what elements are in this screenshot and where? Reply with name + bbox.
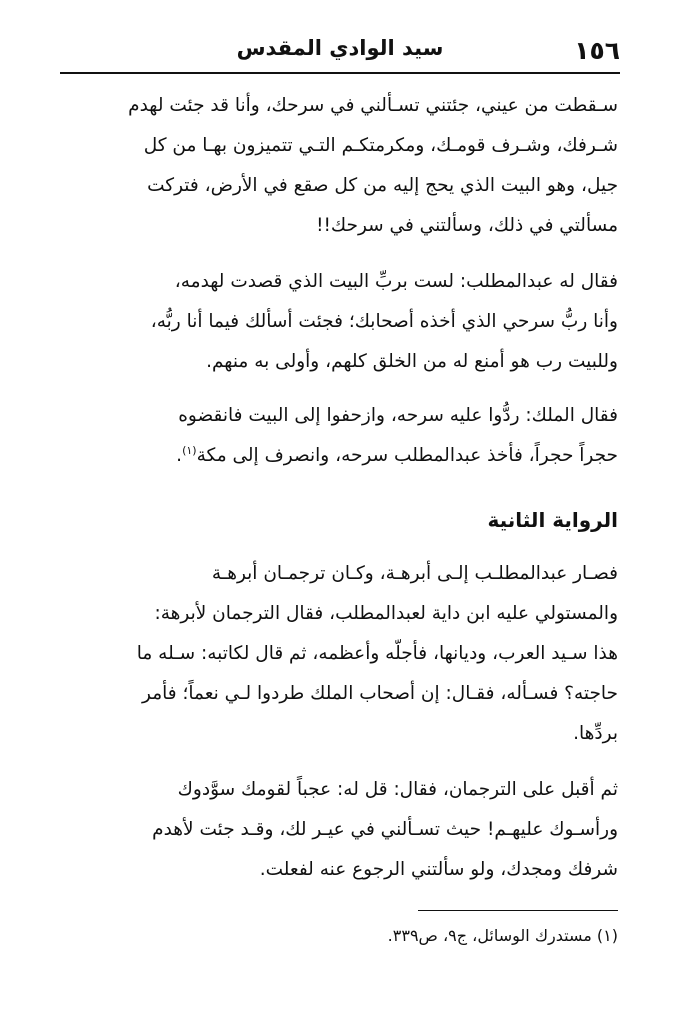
text-line: هذا سـيد العرب، وديانها، فأجلّه وأعظمه، ثم قال لكاتبه: سـله ما — [136, 643, 618, 664]
text-line-content: حجراً حجراً، فأخذ عبدالمطلب سرحه، وانصرف إلى مكة — [196, 445, 618, 466]
running-title: سيد الوادي المقدس — [236, 36, 444, 60]
page-number: ١٥٦ — [574, 36, 620, 65]
text-line: حجراً حجراً، فأخذ عبدالمطلب سرحه، وانصرف إلى مكة$^{(١)}$. — [176, 443, 618, 466]
text-line: شرفك ومجدك، ولو سألتني الرجوع عنه لفعلت. — [259, 859, 618, 880]
text-line: مسألتي في ذلك، وسألتني في سرحك!! — [316, 215, 618, 236]
text-line: والمستولي عليه ابن داية لعبدالمطلب، فقال الترجمان لأبرهة: — [154, 603, 618, 624]
text-line: فقال الملك: ردُّوا عليه سرحه، وازحفوا إلى البيت فانقضوه — [178, 405, 618, 426]
section-heading: الرواية الثانية — [487, 508, 618, 532]
text-line: وأنا ربُّ سرحي الذي أخذه أصحابك؛ فجئت أسألك فيما أنا ربُّه، — [150, 311, 618, 332]
footnote-rule — [418, 910, 618, 911]
text-line: فقال له عبدالمطلب: لست بربِّ البيت الذي قصدت لهدمه، — [174, 271, 618, 292]
paragraph-4 — [60, 554, 618, 754]
text-line: حاجته؟ فسـأله، فقـال: إن أصحاب الملك طردوا لـي نعماً؛ فأمر — [142, 683, 618, 704]
paragraph-3 — [60, 396, 618, 476]
text-line: جيل، وهو البيت الذي يحج إليه من كل صقع في الأرض، فتركت — [147, 175, 618, 196]
text-line: شـرفك، وشـرف قومـك، ومكرمتكـم التـي تتميزون بهـا من كل — [143, 135, 618, 156]
text-line: وللبيت رب هو أمنع له من الخلق كلهم، وأولى به منهم. — [206, 351, 618, 372]
text-line: فصـار عبدالمطلـب إلـى أبرهـة، وكـان ترجمـان أبرهـة — [211, 563, 618, 584]
text-line: بردِّها. — [573, 723, 618, 744]
text-line: ورأسـوك عليهـم! حيث تسـألني في عيـر لك، وقـد جئت لأهدم — [152, 819, 618, 840]
header-rule — [60, 72, 620, 74]
text-line: ثم أقبل على الترجمان، فقال: قل له: عجباً لقومك سوَّدوك — [177, 779, 618, 800]
paragraph-5 — [60, 770, 618, 890]
paragraph-1 — [60, 86, 618, 246]
page-header — [60, 34, 620, 70]
text-line: سـقطت من عيني، جئتني تسـألني في سرحك، وأنا قد جئت لهدم — [128, 95, 618, 116]
paragraph-2 — [60, 262, 618, 382]
footnote: (١) مستدرك الوسائل، ج٩، ص٣٣٩. — [387, 926, 618, 945]
footnote-reference: (١) — [182, 443, 197, 457]
